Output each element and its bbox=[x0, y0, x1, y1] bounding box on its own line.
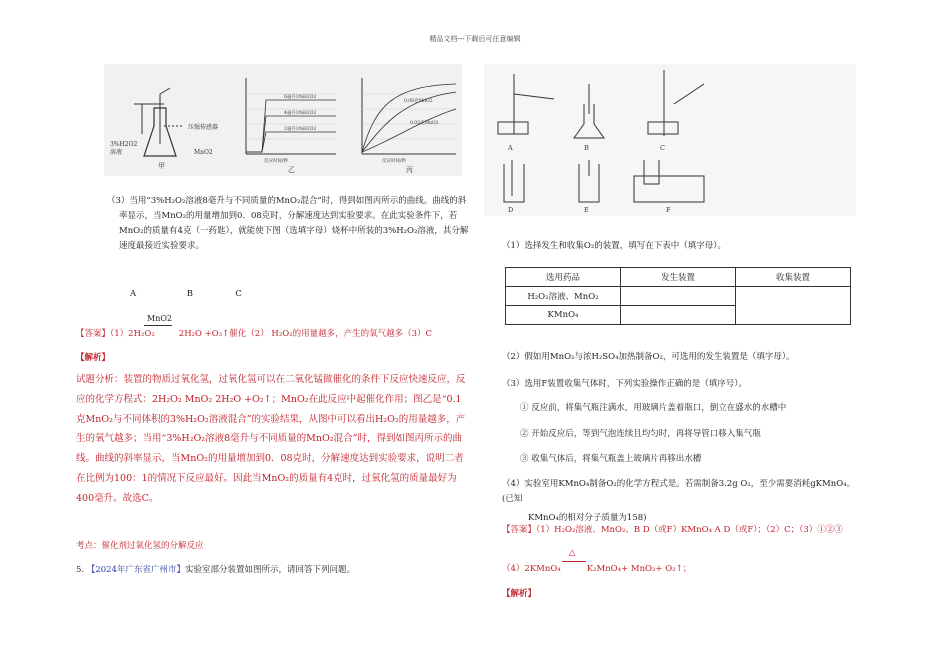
right-question-3: （3）选用F装置收集气体时，下列实验操作正确的是（填序号）。 bbox=[502, 379, 748, 389]
question-3-text: （3）当用“3%H₂O₂溶液8毫升与不同质量的MnO₂混合”时，得到如图丙所示的曲线。曲线的斜率显示，当MnO₂的用量增加到0．08克时，分解速度达到实验要求。在此实验条件下，若MnO₂的质量有4克（一药匙），就能使下图（选填字母）烧杯中所装的3%H₂O₂溶液，其分解速度最接近实验要求。 bbox=[107, 196, 469, 251]
table-header-row bbox=[506, 268, 851, 287]
delta-symbol: △ bbox=[569, 548, 576, 558]
label-solution: 溶液 bbox=[110, 149, 123, 156]
answer-2-equation bbox=[502, 562, 691, 577]
figure-strip-left bbox=[104, 64, 462, 176]
answer-1 bbox=[76, 327, 432, 342]
q5-text: 实验室部分装置如图所示，请回答下列问题。 bbox=[184, 565, 355, 575]
curve-yi-2: 4毫升3%H2O2 bbox=[284, 111, 317, 116]
option-1: ① 反应前，将集气瓶注满水，用玻璃片盖着瓶口，倒立在盛水的水槽中 bbox=[520, 403, 787, 413]
fig-label-f: F bbox=[666, 206, 671, 214]
option-3: ③ 收集气体后，将集气瓶盖上玻璃片再移出水槽 bbox=[520, 454, 702, 464]
q4-line-2: KMnO₄的相对分子质量为158) bbox=[528, 513, 647, 523]
right-question-2: （2）假如用MnO₂与浓H₂SO₄加热制备O₂，可选用的发生装置是（填字母）。 bbox=[502, 352, 795, 362]
choices-row bbox=[130, 287, 242, 302]
table-header-cell: 选用药品 bbox=[506, 268, 621, 287]
figure-jia bbox=[110, 88, 218, 170]
figure-strip-right bbox=[484, 64, 856, 216]
answer-1-part-a: （1）2H₂O₂ bbox=[110, 329, 155, 339]
label-h2o2: 3%H2O2 bbox=[110, 141, 138, 148]
analysis-label-2: 【解析】 bbox=[502, 589, 537, 599]
choice-c[interactable]: C bbox=[235, 289, 242, 299]
label-jia: 甲 bbox=[158, 162, 165, 170]
apparatus-table bbox=[505, 267, 851, 325]
question-5 bbox=[76, 563, 456, 578]
fig-label-c: C bbox=[660, 144, 665, 152]
lab-apparatus-svg bbox=[484, 64, 856, 216]
q4-line-1: （4）实验室用KMnO₄制备O₂的化学方程式是。若需制备3.2g O₂，至少需要消耗gKMnO₄。(已知 bbox=[502, 479, 856, 504]
equation-reactant: （4）2KMnO₄ bbox=[502, 564, 561, 574]
choice-b[interactable]: B bbox=[186, 289, 193, 299]
xlabel-yi: 反应时间/秒 bbox=[264, 159, 289, 164]
right-question-1: （1）选择发生和收集O₂的装置，填写在下表中（填字母）。 bbox=[502, 241, 727, 251]
curve-yi-3: 2毫升3%H2O2 bbox=[284, 127, 317, 132]
page-header: 精品文档---下载后可任意编辑 bbox=[429, 35, 521, 43]
figure-yi bbox=[246, 78, 336, 174]
label-mno2: MnO2 bbox=[194, 149, 213, 156]
apparatus-figures-svg bbox=[104, 64, 462, 176]
test-point: 考点：催化剂过氧化氢的分解反应 bbox=[76, 541, 204, 551]
fig-label-d: D bbox=[508, 206, 514, 214]
option-2: ② 开始反应后，等到气泡连续且均匀时，再将导管口移入集气瓶 bbox=[520, 429, 761, 439]
mno2-over-arrow: MnO2 bbox=[147, 314, 172, 323]
answer-2: 【答案】（1）H₂O₂溶液、MnO₂、B D（或F）KMnO₄ A D（或F）；（2）C；（3）①②③ bbox=[502, 525, 843, 535]
label-yi: 乙 bbox=[288, 166, 295, 174]
table-cell-reagent: H₂O₂溶液、MnO₂ bbox=[506, 287, 621, 306]
curve-bing-2: 0.03克MnO2 bbox=[410, 121, 439, 126]
figure-bing bbox=[362, 78, 456, 174]
fig-label-b: B bbox=[584, 144, 589, 152]
answer-1-label: 【答案】 bbox=[76, 329, 111, 339]
curve-bing-1: 0.08克MnO2 bbox=[404, 99, 433, 104]
fig-label-a: A bbox=[508, 144, 513, 152]
reaction-arrow-line bbox=[144, 325, 172, 326]
table-cell-collector[interactable] bbox=[736, 287, 851, 325]
right-question-4 bbox=[502, 477, 862, 526]
choice-a[interactable]: A bbox=[130, 289, 137, 299]
table-row bbox=[506, 287, 851, 306]
table-cell-generator[interactable] bbox=[621, 306, 736, 325]
table-cell-generator[interactable] bbox=[621, 287, 736, 306]
analysis-text-1: 试题分析：装置的物质过氧化氢，过氧化氢可以在二氧化锰做催化的条件下反应快速反应，反应的化学方程式：2H₂O₂ MnO₂ 2H₂O +O₂↑；MnO₂在此反应中起催化作用；图乙是“0.1克MnO₂与不同体积的3%H₂O₂溶液混合”的实验结果，从图中可以看出H₂O₂的用量越多，产生的氧气越多；当用“3%H₂O₂溶液8毫升与不同质量的MnO₂混合”时，得到如图丙所示的曲线。曲线的斜率显示，当MnO₂的用量增加到0．08克时，分解速度达到实验要求，说明二者在比例为100：1的情况下反应最好。因此当MnO₂的质量有4克时，过氧化氢的质量最好为400毫升。故选C。 bbox=[76, 374, 466, 504]
label-bing: 丙 bbox=[406, 166, 413, 174]
table-header-cell: 收集装置 bbox=[736, 268, 851, 287]
equation-products: K₂MnO₄+ MnO₂+ O₂↑； bbox=[586, 564, 692, 574]
answer-1-part-b: 2H₂O +O₂↑催化（2） H₂O₂的用量越多，产生的氧气越多（3）C bbox=[178, 329, 433, 339]
curve-yi-1: 6毫升3%H2O2 bbox=[284, 95, 317, 100]
q5-source-tag[interactable]: 【2024年广东省广州市】 bbox=[86, 565, 185, 575]
label-sensor: 压强传感器 bbox=[188, 124, 219, 131]
q5-number: 5. bbox=[76, 565, 85, 575]
table-cell-reagent: KMnO₄ bbox=[506, 306, 621, 325]
analysis-label-1: 【解析】 bbox=[76, 353, 111, 363]
table-header-cell: 发生装置 bbox=[621, 268, 736, 287]
xlabel-bing: 反应时间/秒 bbox=[382, 159, 407, 164]
fig-label-e: E bbox=[584, 206, 589, 214]
